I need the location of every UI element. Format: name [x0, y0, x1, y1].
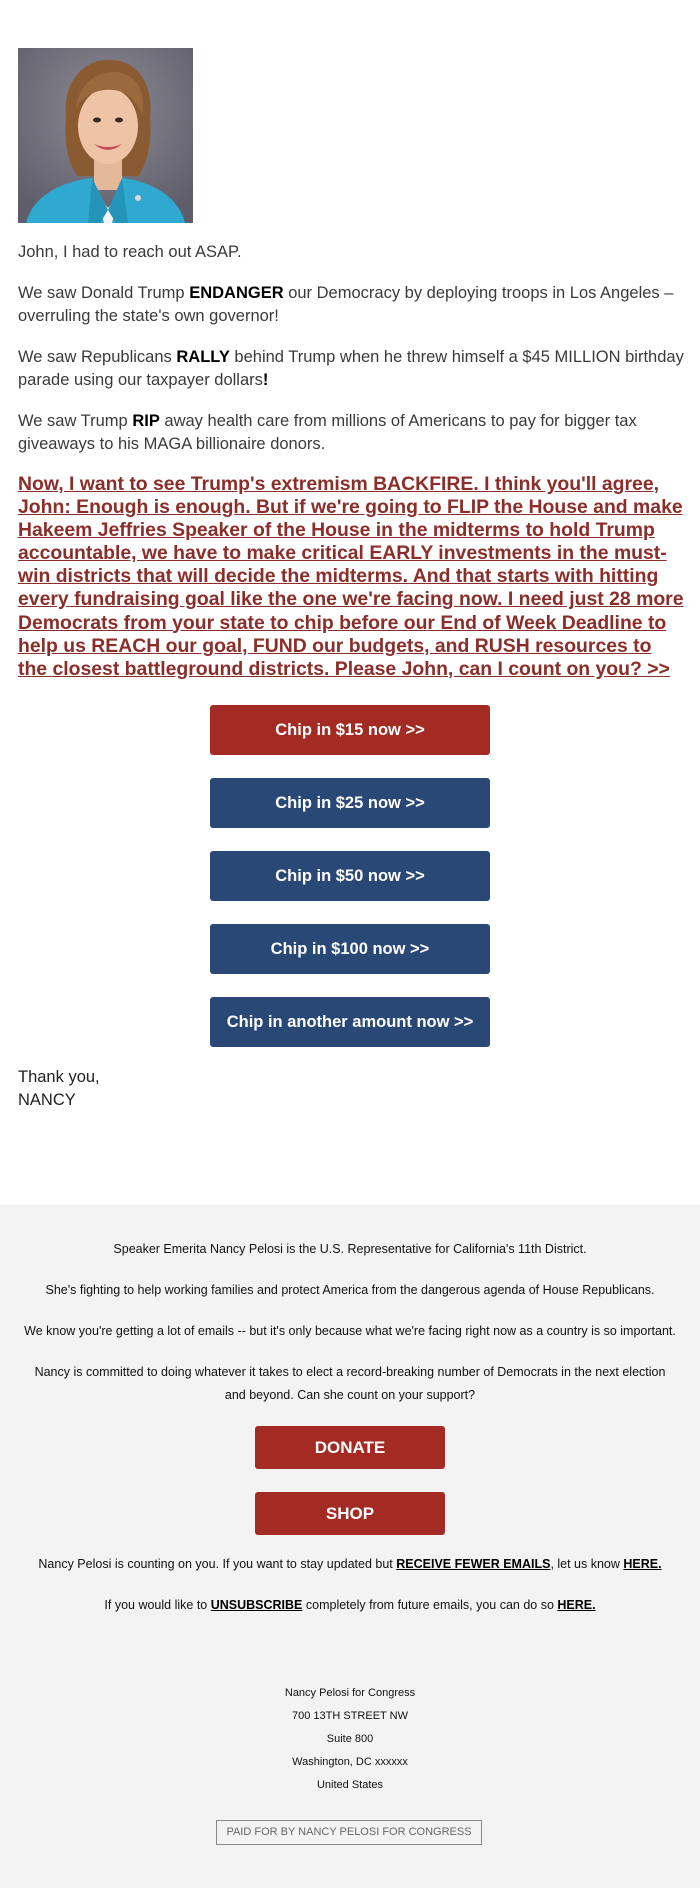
donate-button[interactable]: DONATE: [255, 1426, 445, 1469]
address-country: United States: [316, 1779, 384, 1791]
chip-25-button[interactable]: Chip in $25 now >>: [210, 778, 490, 828]
portrait-photo: [18, 48, 193, 223]
footer-line-committed: Nancy is committed to doing whatever it takes to elect a record-breaking number of Democrats in the next election and beyond. Can she count on your support?: [34, 1365, 666, 1402]
unsubscribe-line: If you would like to UNSUBSCRIBE completely from future emails, you can do so HERE.: [104, 1598, 596, 1612]
address-city: Washington, DC xxxxxx: [292, 1756, 408, 1768]
paragraph-rally: We saw Republicans RALLY behind Trump when he threw himself a $45 MILLION birthday parade using our taxpayer dollars!: [18, 348, 684, 389]
paid-for-disclaimer: PAID FOR BY NANCY PELOSI FOR CONGRESS: [216, 1820, 482, 1845]
footer-line-district: Speaker Emerita Nancy Pelosi is the U.S. Representative for California's 11th District.: [113, 1242, 587, 1256]
unsubscribe-link[interactable]: UNSUBSCRIBE: [210, 1598, 303, 1612]
footer-line-fighting: She's fighting to help working families and protect America from the dangerous agenda of House Republicans.: [45, 1283, 655, 1297]
address-suite: Suite 800: [326, 1733, 374, 1745]
shop-button[interactable]: SHOP: [255, 1492, 445, 1535]
chip-other-amount-button[interactable]: Chip in another amount now >>: [210, 997, 490, 1047]
portrait-image: [18, 48, 193, 223]
appeal-link[interactable]: Now, I want to see Trump's extremism BACKFIRE. I think you'll agree, John: Enough is enough. But if we're going to FLIP the House and make Hakeem Jeffries Speaker of the House in the midterms to hold Trump accountable, we have to make critical EARLY investments in the must-win districts that will decide the midterms. And that starts with hitting every fundraising goal like the one we're facing now. I need just 28 more Democrats from your state to chip before our End of Week Deadline to help us REACH our goal, FUND our budgets, and RUSH resources to the closest battleground districts. Please John, can I count on you? >>: [18, 473, 684, 680]
chip-100-button[interactable]: Chip in $100 now >>: [210, 924, 490, 974]
unsubscribe-here-link[interactable]: HERE.: [557, 1598, 596, 1612]
paragraph-endanger: We saw Donald Trump ENDANGER our Democracy by deploying troops in Los Angeles – overruling the state's own governor!: [18, 284, 674, 325]
intro-text: John, I had to reach out ASAP.: [18, 243, 242, 261]
chip-50-button[interactable]: Chip in $50 now >>: [210, 851, 490, 901]
receive-fewer-emails-link[interactable]: RECEIVE FEWER EMAILS: [396, 1557, 551, 1571]
signoff-thanks: Thank you,: [18, 1068, 100, 1086]
fewer-emails-line: Nancy Pelosi is counting on you. If you want to stay updated but RECEIVE FEWER EMAILS, let us know HERE.: [38, 1557, 662, 1571]
footer-line-emails: We know you're getting a lot of emails -- but it's only because what we're facing right now as a country is so important.: [24, 1324, 676, 1338]
fewer-emails-here-link[interactable]: HERE.: [623, 1557, 662, 1571]
address-org: Nancy Pelosi for Congress: [284, 1687, 416, 1699]
paragraph-rip: We saw Trump RIP away health care from millions of Americans to pay for bigger tax giveaways to his MAGA billionaire donors.: [18, 412, 637, 453]
address-street: 700 13TH STREET NW: [292, 1710, 408, 1722]
signoff-name: NANCY: [18, 1091, 76, 1109]
chip-15-button[interactable]: Chip in $15 now >>: [210, 705, 490, 755]
